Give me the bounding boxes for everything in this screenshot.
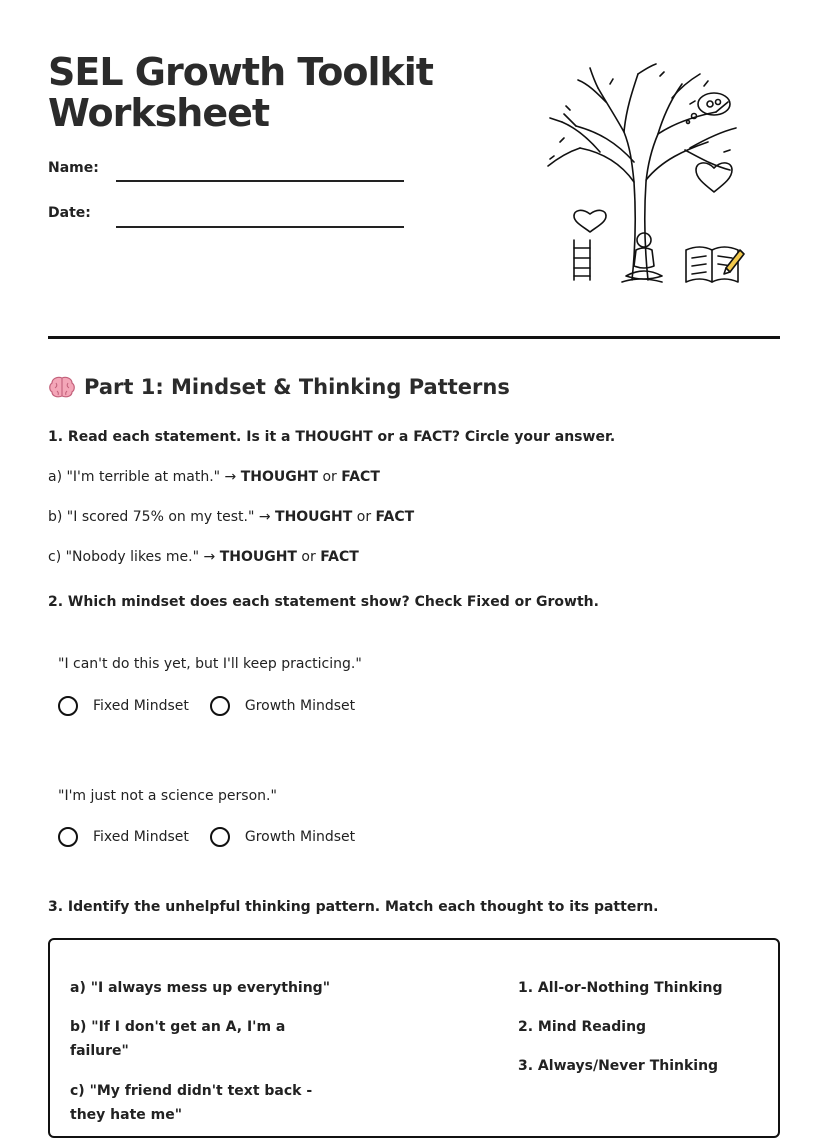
- part1-heading: Part 1: Mindset & Thinking Patterns: [48, 375, 510, 399]
- fixed-mindset-radio[interactable]: [58, 696, 78, 716]
- brain-icon: [48, 375, 76, 399]
- section-divider: [48, 336, 780, 339]
- thought-option[interactable]: THOUGHT: [219, 549, 297, 565]
- ladder-icon: [574, 240, 590, 280]
- growth-mindset-radio[interactable]: [210, 696, 230, 716]
- thought-c[interactable]: c) "My friend didn't text back -: [70, 1083, 313, 1099]
- tree-illustration: [540, 62, 750, 288]
- date-field[interactable]: [116, 226, 404, 228]
- name-field[interactable]: [116, 180, 404, 182]
- q1-item-a: a) "I'm terrible at math." → THOUGHT or FACT: [48, 469, 380, 485]
- fixed-mindset-label: Fixed Mindset: [93, 698, 189, 714]
- fact-option[interactable]: FACT: [320, 549, 359, 565]
- pencil-icon: [724, 250, 744, 274]
- growth-mindset-label: Growth Mindset: [244, 698, 356, 714]
- thought-option[interactable]: THOUGHT: [240, 469, 319, 485]
- growth-mindset-label: Growth Mindset: [244, 829, 356, 845]
- q2-options-2: [58, 827, 376, 847]
- q1-title: 1. Read each statement. Is it a THOUGHT or a FACT? Circle your answer.: [48, 429, 616, 445]
- q3-title: 3. Identify the unhelpful thinking pattern. Match each thought to its pattern.: [48, 899, 659, 915]
- pattern-1[interactable]: 1. All-or-Nothing Thinking: [518, 980, 723, 996]
- matching-box: [48, 938, 780, 1138]
- meditating-person-icon: [626, 233, 662, 279]
- thought-bubble-icon: [687, 93, 731, 124]
- tree-icon: [548, 64, 736, 282]
- q2-title: 2. Which mindset does each statement show? Check Fixed or Growth.: [48, 594, 599, 610]
- fact-option[interactable]: FACT: [341, 469, 380, 485]
- date-label: Date:: [48, 205, 91, 221]
- name-label: Name:: [48, 160, 99, 176]
- thought-a[interactable]: a) "I always mess up everything": [70, 980, 330, 996]
- thought-option[interactable]: THOUGHT: [275, 509, 353, 525]
- thought-b[interactable]: b) "If I don't get an A, I'm a: [70, 1019, 286, 1035]
- thought-b-cont: failure": [70, 1043, 129, 1059]
- q2-options-1: [58, 696, 376, 716]
- pattern-3[interactable]: 3. Always/Never Thinking: [518, 1058, 719, 1074]
- q1-item-b: b) "I scored 75% on my test." → THOUGHT or FACT: [48, 509, 415, 525]
- growth-mindset-radio[interactable]: [210, 827, 230, 847]
- q2-statement-2: "I'm just not a science person.": [58, 788, 277, 804]
- fact-option[interactable]: FACT: [375, 509, 415, 525]
- q1-item-c: c) "Nobody likes me." → THOUGHT or FACT: [48, 549, 359, 565]
- fixed-mindset-radio[interactable]: [58, 827, 78, 847]
- thought-c-cont: they hate me": [70, 1107, 183, 1123]
- pattern-2[interactable]: 2. Mind Reading: [518, 1019, 647, 1035]
- fixed-mindset-label: Fixed Mindset: [93, 829, 189, 845]
- q2-statement-1: "I can't do this yet, but I'll keep practicing.": [58, 656, 362, 672]
- page-title: SEL Growth Toolkit Worksheet: [48, 50, 433, 135]
